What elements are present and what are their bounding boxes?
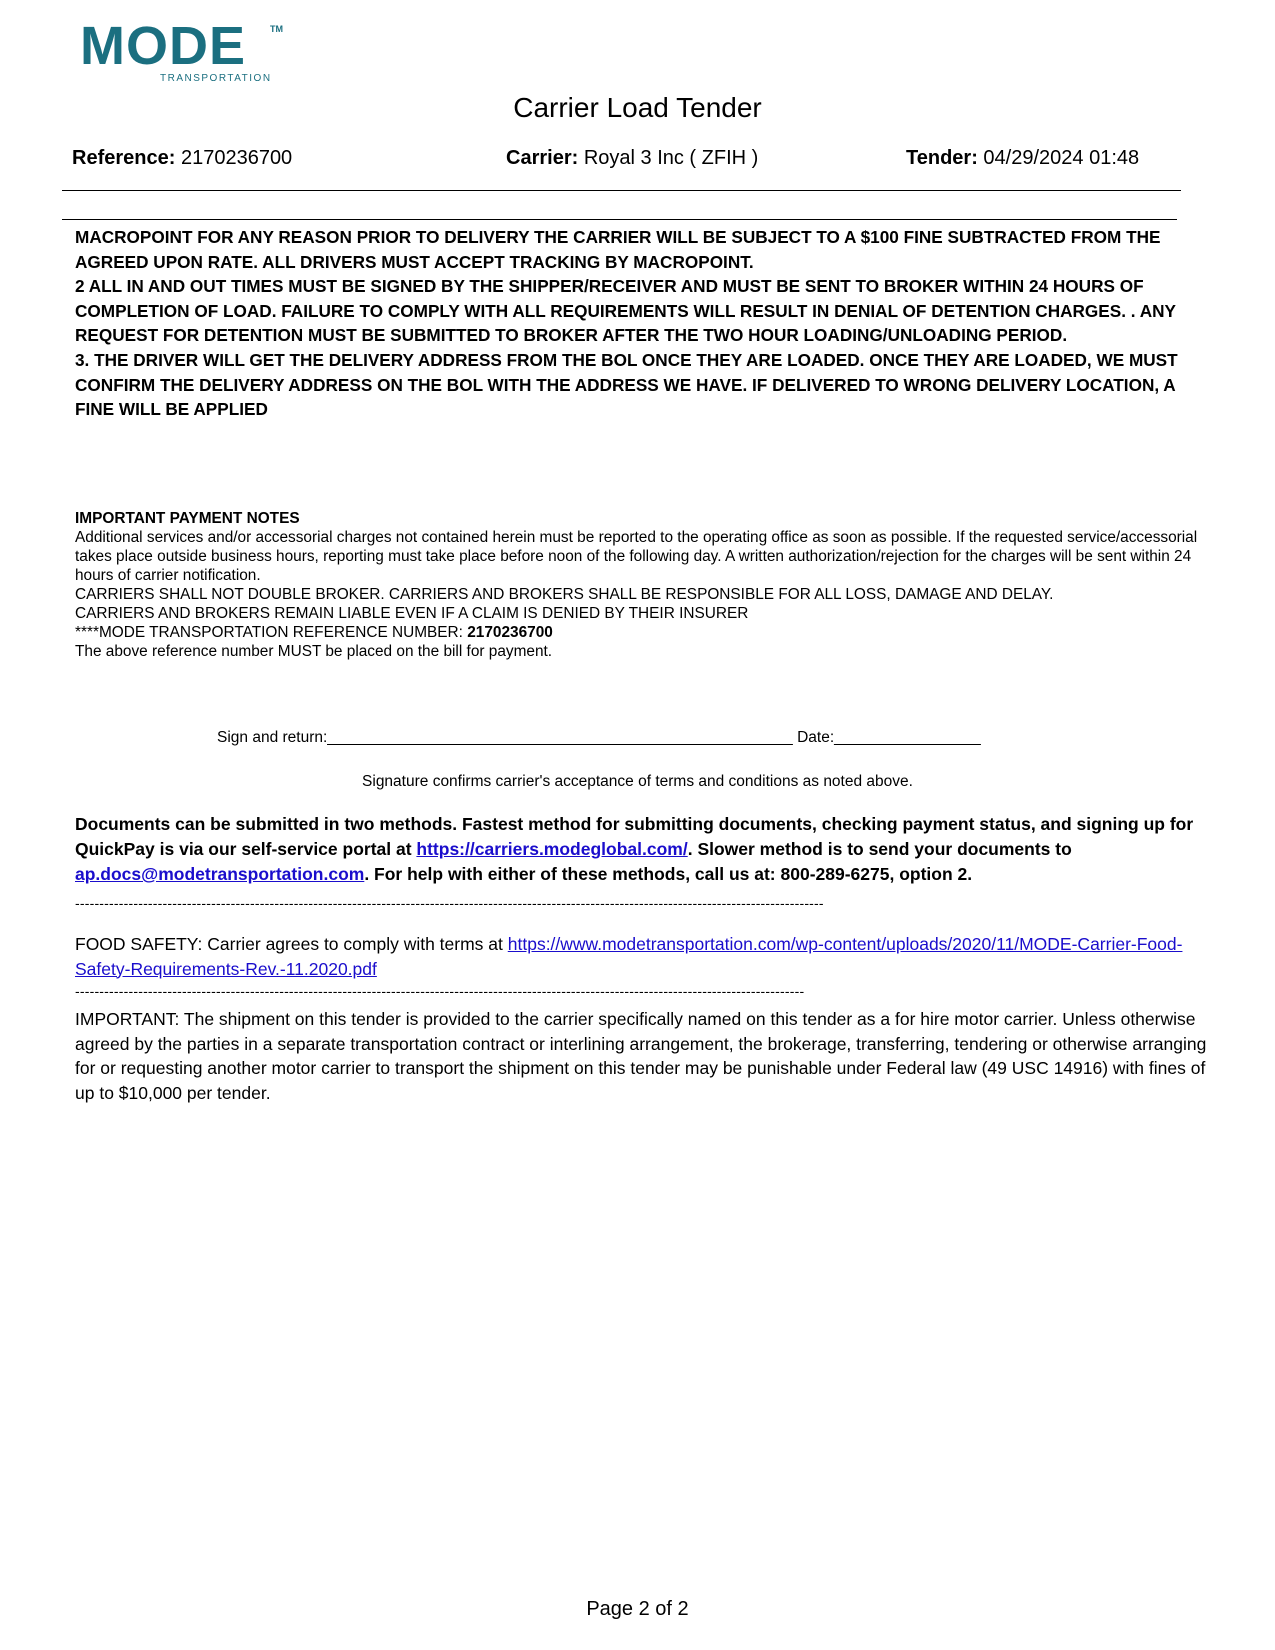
food-safety-text: FOOD SAFETY: Carrier agrees to comply with terms at xyxy=(75,934,508,954)
reference-number-note: The above reference number MUST be placed on the bill for payment. xyxy=(75,643,553,660)
reference-field xyxy=(72,147,292,170)
food-safety-link[interactable]: https://www.modetransportation.com/wp-content/uploads/2020/11/MODE-Carrier-Food-Safety-Requirements-Rev.-11.2020.pdf xyxy=(75,934,1183,979)
payment-notes xyxy=(75,509,1215,661)
terms-block xyxy=(75,225,1205,422)
email-link[interactable]: ap.docs@modetransportation.com xyxy=(75,864,365,884)
reference-number: 2170236700 xyxy=(467,624,553,641)
dashed-separator: ---------------------------------------------------------------------------------------------------------------------------------------------------------- xyxy=(75,895,824,911)
important-notice: IMPORTANT: The shipment on this tender is provided to the carrier specifically named on this tender as a for hire motor carrier. Unless otherwise agreed by the parties in a separate transportation contract or interlining arrangement, the brokerage, transferring, tendering or otherwise arranging for or requesting another motor carrier to transport the shipment on this tender may be punishable under Federal law (49 USC 14916) with fines of up to $10,000 per tender. xyxy=(75,1009,1207,1103)
carrier-label: Carrier: xyxy=(506,147,579,169)
tender-value: 04/29/2024 01:48 xyxy=(983,147,1140,169)
page-title: Carrier Load Tender xyxy=(513,92,762,123)
signature-confirmation: Signature confirms carrier's acceptance of terms and conditions as noted above. xyxy=(362,773,913,790)
mode-logo xyxy=(80,16,283,84)
docs-text-3: . For help with either of these methods, call us at: 800-289-6275, option 2. xyxy=(364,864,973,884)
docs-text-1: Documents can be submitted in two methods. Fastest method for submitting documents, checking payment status, and signing up for QuickPay is via our self-service portal at xyxy=(75,814,1194,859)
payment-paragraph: Additional services and/or accessorial charges not contained herein must be reported to the operating office as soon as possible. If the requested service/accessorial takes place outside business hours, reporting must take place before noon of the following day. A written authorization/rejection for the charges will be sent within 24 hours of carrier notification. xyxy=(75,529,1198,584)
logo-subtitle: TRANSPORTATION xyxy=(160,73,272,84)
portal-link[interactable]: https://carriers.modeglobal.com/ xyxy=(416,839,688,859)
tender-field xyxy=(906,147,1139,170)
food-safety-notice xyxy=(75,932,1215,981)
carrier-value: Royal 3 Inc ( ZFIH ) xyxy=(583,147,759,169)
header-divider xyxy=(62,190,1181,191)
logo-trademark: TM xyxy=(270,24,283,34)
docs-text-2: . Slower method is to send your documents to xyxy=(687,839,1072,859)
term-item: 3. THE DRIVER WILL GET THE DELIVERY ADDRESS FROM THE BOL ONCE THEY ARE LOADED. ONCE THEY ARE LOADED, WE MUST CONFIRM THE DELIVERY ADDRESS ON THE BOL WITH THE ADDRESS WE HAVE. IF DELIVERED TO WRONG DELIVERY LOCATION, A FINE WILL BE APPLIED xyxy=(75,349,1178,420)
signature-line[interactable]: Sign and return:______________________________________________________ Date:_________________ xyxy=(217,729,981,746)
terms-divider xyxy=(62,219,1177,220)
carrier-field xyxy=(506,147,758,170)
payment-heading: IMPORTANT PAYMENT NOTES xyxy=(75,510,300,527)
reference-number-prefix: ****MODE TRANSPORTATION REFERENCE NUMBER: xyxy=(75,624,468,641)
term-item: MACROPOINT FOR ANY REASON PRIOR TO DELIVERY THE CARRIER WILL BE SUBJECT TO A $100 FINE SUBTRACTED FROM THE AGREED UPON RATE. ALL DRIVERS MUST ACCEPT TRACKING BY MACROPOINT. xyxy=(75,227,1161,272)
liability-notice: CARRIERS AND BROKERS REMAIN LIABLE EVEN IF A CLAIM IS DENIED BY THEIR INSURER xyxy=(75,605,749,622)
documents-instructions xyxy=(75,812,1215,887)
page-number: Page 2 of 2 xyxy=(586,1598,689,1620)
double-broker-notice: CARRIERS SHALL NOT DOUBLE BROKER. CARRIERS AND BROKERS SHALL BE RESPONSIBLE FOR ALL LOSS, DAMAGE AND DELAY. xyxy=(75,586,1054,603)
logo-wordmark: MODE xyxy=(80,16,246,76)
term-item: 2 ALL IN AND OUT TIMES MUST BE SIGNED BY THE SHIPPER/RECEIVER AND MUST BE SENT TO BROKER WITHIN 24 HOURS OF COMPLETION OF LOAD. FAILURE TO COMPLY WITH ALL REQUIREMENTS WILL RESULT IN DENIAL OF DETENTION CHARGES. . ANY REQUEST FOR DETENTION MUST BE SUBMITTED TO BROKER AFTER THE TWO HOUR LOADING/UNLOADING PERIOD. xyxy=(75,276,1176,346)
reference-number-line xyxy=(75,623,1215,642)
reference-label: Reference: xyxy=(72,147,176,169)
tender-label: Tender: xyxy=(906,147,978,169)
dashed-separator: ------------------------------------------------------------------------------------------------------------------------------------------------------ xyxy=(75,983,805,999)
reference-value: 2170236700 xyxy=(180,147,293,169)
